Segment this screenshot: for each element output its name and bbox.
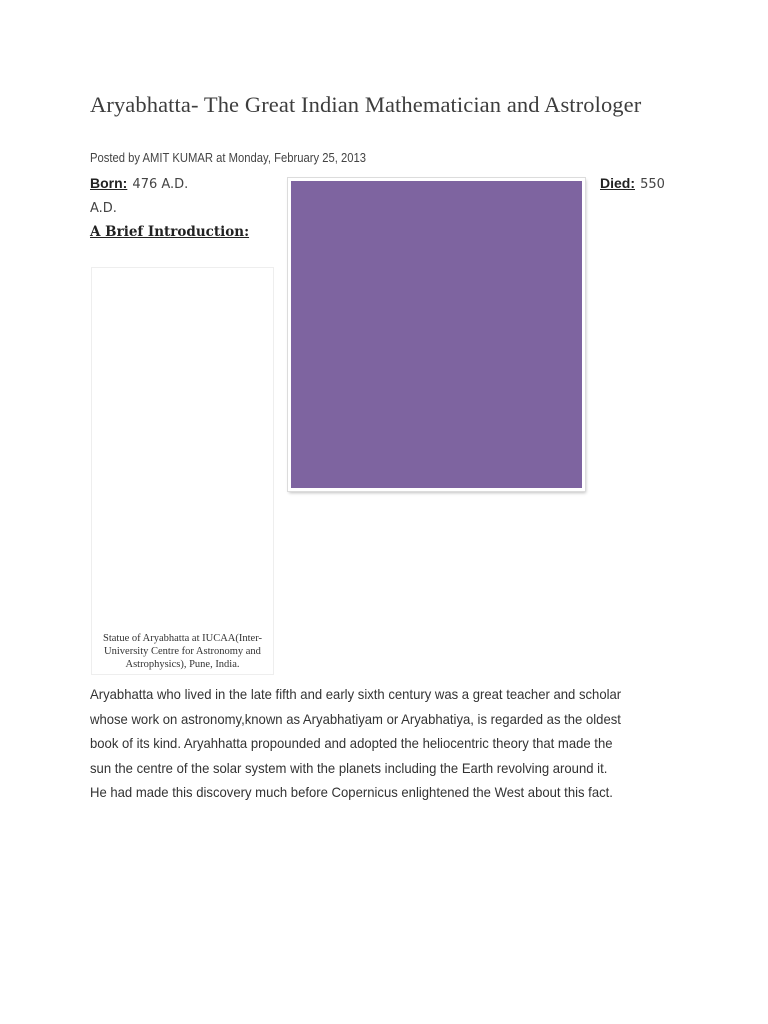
post-meta (90, 150, 366, 166)
author-link[interactable]: AMIT KUMAR (142, 151, 213, 165)
died-value: 550 (640, 177, 665, 192)
paragraph-line: Aryabhatta who lived in the late fifth and early sixth century was a great teacher and scholar (90, 686, 622, 702)
intro-paragraph (90, 682, 690, 805)
statue-image-frame (91, 267, 274, 675)
paragraph-line: sun the centre of the solar system with the planets including the Earth revolving around it. (90, 759, 608, 776)
purple-image[interactable] (288, 178, 585, 491)
paragraph-line: He had made this discovery much before Copernicus enlightened the West about this fact. (90, 784, 613, 800)
died-line (600, 174, 665, 193)
page-title: Aryabhatta- The Great Indian Mathematician and Astrologer (90, 92, 642, 117)
post-date[interactable]: Monday, February 25, 2013 (228, 151, 367, 165)
paragraph-line: book of its kind. Aryahhatta propounded and adopted the heliocentric theory that made the (90, 735, 613, 751)
born-value: 476 A.D. (132, 177, 189, 192)
died-label: Died: (600, 175, 635, 191)
at-label: at (216, 151, 226, 165)
image-caption: Statue of Aryabhatta at IUCAA(Inter-University Centre for Astronomy and Astrophysics), Pune, India. (103, 633, 262, 670)
paragraph-line: whose work on astronomy,known as Aryabhatiyam or Aryabhatiya, is regarded as the oldest (90, 710, 621, 727)
born-line (90, 174, 188, 193)
posted-by-label: Posted by (90, 151, 141, 165)
born-label: Born: (90, 175, 128, 191)
died-value-continued: A.D. (90, 201, 117, 216)
brief-introduction-heading: A Brief Introduction: (90, 224, 250, 240)
